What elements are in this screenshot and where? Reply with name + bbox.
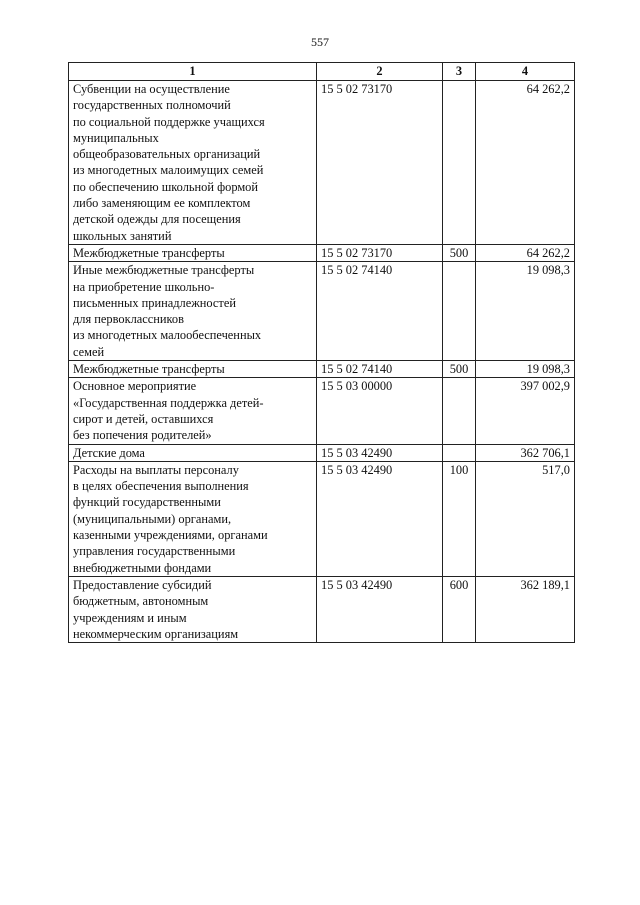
row-type	[443, 444, 476, 461]
row-amount: 362 189,1	[476, 576, 575, 642]
page-number: 557	[311, 35, 329, 49]
row-name: Детские дома	[69, 444, 317, 461]
row-type	[443, 81, 476, 245]
row-type: 500	[443, 244, 476, 261]
table-row	[69, 461, 575, 576]
row-amount: 19 098,3	[476, 262, 575, 361]
table-row	[69, 444, 575, 461]
row-type	[443, 262, 476, 361]
row-name: Межбюджетные трансферты	[69, 361, 317, 378]
table-row	[69, 81, 575, 245]
row-amount: 64 262,2	[476, 81, 575, 245]
row-amount: 64 262,2	[476, 244, 575, 261]
table-row	[69, 244, 575, 261]
row-code: 15 5 03 00000	[317, 378, 443, 444]
row-amount: 397 002,9	[476, 378, 575, 444]
row-type	[443, 378, 476, 444]
column-header-3: 3	[443, 63, 476, 81]
column-header-1: 1	[69, 63, 317, 81]
column-header-2: 2	[317, 63, 443, 81]
table-row	[69, 378, 575, 444]
row-code: 15 5 03 42490	[317, 576, 443, 642]
row-code: 15 5 02 74140	[317, 361, 443, 378]
row-type: 600	[443, 576, 476, 642]
row-amount: 517,0	[476, 461, 575, 576]
row-type: 100	[443, 461, 476, 576]
row-name: Расходы на выплаты персоналу в целях обеспечения выполнения функций государственными (муниципальными) органами, казенными учреждениями, органами управления государственными внебюджетными фондами	[69, 461, 317, 576]
table-row	[69, 361, 575, 378]
row-code: 15 5 03 42490	[317, 461, 443, 576]
row-amount: 19 098,3	[476, 361, 575, 378]
row-name: Межбюджетные трансферты	[69, 244, 317, 261]
row-amount: 362 706,1	[476, 444, 575, 461]
row-name: Основное мероприятие «Государственная поддержка детей- сирот и детей, оставшихся без попечения родителей»	[69, 378, 317, 444]
row-type: 500	[443, 361, 476, 378]
row-code: 15 5 02 74140	[317, 262, 443, 361]
row-name: Субвенции на осуществление государственных полномочий по социальной поддержке учащихся муниципальных общеобразовательных организаций из многодетных малоимущих семей по обеспечению школьной формой либо заменяющим ее комплектом детской одежды для посещения школьных занятий	[69, 81, 317, 245]
table-row	[69, 262, 575, 361]
table-header-row	[69, 63, 575, 81]
budget-table	[68, 62, 575, 643]
row-code: 15 5 03 42490	[317, 444, 443, 461]
row-name: Иные межбюджетные трансферты на приобретение школьно- письменных принадлежностей для первоклассников из многодетных малообеспеченных семей	[69, 262, 317, 361]
row-code: 15 5 02 73170	[317, 81, 443, 245]
table-row	[69, 576, 575, 642]
row-code: 15 5 02 73170	[317, 244, 443, 261]
column-header-4: 4	[476, 63, 575, 81]
row-name: Предоставление субсидий бюджетным, автономным учреждениям и иным некоммерческим организациям	[69, 576, 317, 642]
